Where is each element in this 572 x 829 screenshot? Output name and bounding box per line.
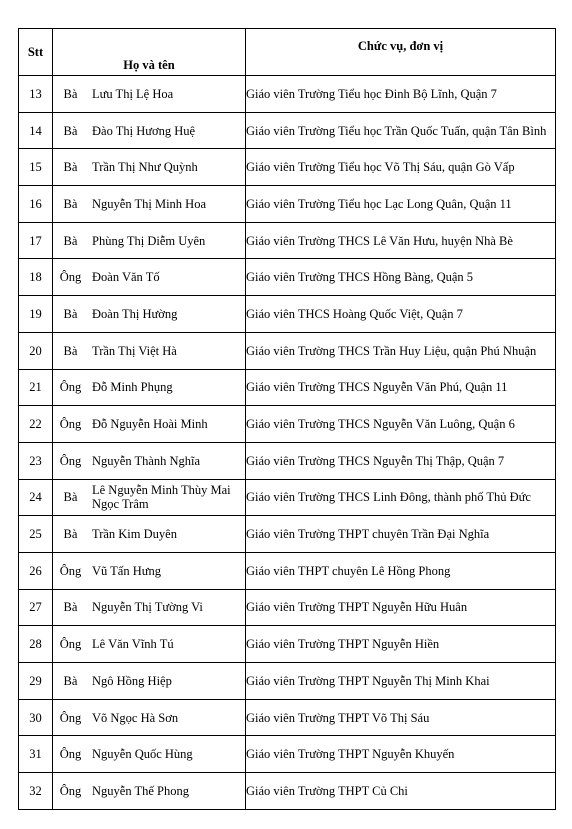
row-fullname: Lê Văn Vĩnh Tú [92, 637, 174, 652]
table-row [19, 332, 556, 369]
row-fullname: Đào Thị Hương Huệ [92, 123, 196, 138]
row-name-cell [53, 406, 246, 443]
table-row [19, 112, 556, 149]
table-row [19, 76, 556, 113]
row-role: Giáo viên Trường THPT Củ Chi [246, 773, 556, 810]
row-stt: 28 [19, 626, 53, 663]
row-name-cell [53, 186, 246, 223]
row-title: Bà [63, 490, 78, 505]
table-row [19, 296, 556, 333]
row-stt: 30 [19, 699, 53, 736]
row-title: Bà [63, 123, 78, 138]
name-wrap [53, 674, 245, 688]
name-wrap [53, 270, 245, 284]
row-name-cell [53, 773, 246, 810]
row-fullname: Nguyễn Thị Tường Vi [92, 600, 203, 615]
row-title: Bà [63, 527, 78, 542]
row-fullname: Trần Thị Như Quỳnh [92, 160, 198, 175]
row-title: Bà [63, 86, 78, 101]
row-name-cell [53, 699, 246, 736]
row-role: Giáo viên Trường THCS Linh Đông, thành phố Thủ Đức [246, 479, 556, 516]
name-wrap [53, 784, 245, 798]
name-wrap [53, 160, 245, 174]
name-wrap [53, 234, 245, 248]
name-wrap [53, 527, 245, 541]
row-role: Giáo viên Trường THCS Nguyễn Văn Luông, Quận 6 [246, 406, 556, 443]
row-name-cell [53, 516, 246, 553]
row-title: Bà [63, 600, 78, 615]
row-stt: 19 [19, 296, 53, 333]
table-row [19, 369, 556, 406]
row-fullname: Lê Nguyễn Minh Thùy Mai Ngọc Trâm [92, 483, 231, 512]
row-stt: 16 [19, 186, 53, 223]
table-row [19, 442, 556, 479]
name-wrap [53, 380, 245, 394]
roster-table [18, 28, 556, 810]
table-row [19, 663, 556, 700]
row-role: Giáo viên Trường THPT Nguyễn Thị Minh Khai [246, 663, 556, 700]
row-stt: 20 [19, 332, 53, 369]
row-name-cell [53, 222, 246, 259]
row-role: Giáo viên Trường THPT Nguyễn Hiền [246, 626, 556, 663]
row-role: Giáo viên Trường Tiểu học Võ Thị Sáu, quận Gò Vấp [246, 149, 556, 186]
row-title: Ông [59, 270, 82, 285]
row-stt: 15 [19, 149, 53, 186]
row-title: Bà [63, 673, 78, 688]
row-fullname: Vũ Tấn Hưng [92, 563, 162, 578]
name-wrap [53, 711, 245, 725]
row-stt: 31 [19, 736, 53, 773]
row-title: Bà [63, 160, 78, 175]
row-title: Bà [63, 233, 78, 248]
name-wrap [53, 564, 245, 578]
row-stt: 32 [19, 773, 53, 810]
row-fullname: Đoàn Văn Tố [92, 270, 160, 285]
row-role: Giáo viên Trường THCS Hồng Bàng, Quận 5 [246, 259, 556, 296]
row-name-cell [53, 76, 246, 113]
table-row [19, 222, 556, 259]
name-wrap [53, 87, 245, 101]
row-role: Giáo viên Trường THPT Nguyễn Hữu Huân [246, 589, 556, 626]
row-role: Giáo viên Trường THPT chuyên Trần Đại Nghĩa [246, 516, 556, 553]
row-stt: 23 [19, 442, 53, 479]
row-fullname: Trần Kim Duyên [92, 527, 177, 542]
row-stt: 25 [19, 516, 53, 553]
row-stt: 22 [19, 406, 53, 443]
row-fullname: Đỗ Minh Phụng [92, 380, 173, 395]
row-role: Giáo viên Trường THPT Nguyễn Khuyến [246, 736, 556, 773]
row-fullname: Trần Thị Việt Hà [92, 343, 177, 358]
header-row [19, 29, 556, 76]
table-row [19, 552, 556, 589]
table-header [19, 29, 556, 76]
row-role: Giáo viên THCS Hoàng Quốc Việt, Quận 7 [246, 296, 556, 333]
row-title: Ông [59, 710, 82, 725]
name-wrap [53, 637, 245, 651]
row-fullname: Nguyễn Thành Nghĩa [92, 453, 201, 468]
row-role: Giáo viên Trường Tiểu học Lạc Long Quân, Quận 11 [246, 186, 556, 223]
row-stt: 26 [19, 552, 53, 589]
row-name-cell [53, 589, 246, 626]
row-role: Giáo viên Trường THPT Võ Thị Sáu [246, 699, 556, 736]
table-row [19, 186, 556, 223]
name-wrap [53, 344, 245, 358]
row-role: Giáo viên Trường THCS Trần Huy Liệu, quận Phú Nhuận [246, 332, 556, 369]
table-row [19, 259, 556, 296]
row-stt: 17 [19, 222, 53, 259]
row-name-cell [53, 259, 246, 296]
name-wrap [53, 197, 245, 211]
row-name-cell [53, 369, 246, 406]
name-wrap [53, 307, 245, 321]
row-stt: 13 [19, 76, 53, 113]
row-title: Ông [59, 747, 82, 762]
row-name-cell [53, 552, 246, 589]
table-body [19, 76, 556, 810]
row-fullname: Nguyễn Thị Minh Hoa [92, 196, 206, 211]
row-stt: 18 [19, 259, 53, 296]
name-wrap [53, 483, 245, 511]
row-role: Giáo viên THPT chuyên Lê Hồng Phong [246, 552, 556, 589]
row-title: Ông [59, 563, 82, 578]
row-title: Bà [63, 306, 78, 321]
table-row [19, 626, 556, 663]
row-title: Ông [59, 637, 82, 652]
row-title: Ông [59, 417, 82, 432]
name-wrap [53, 124, 245, 138]
row-fullname: Phùng Thị Diễm Uyên [92, 233, 206, 248]
row-role: Giáo viên Trường THCS Nguyễn Văn Phú, Quận 11 [246, 369, 556, 406]
name-wrap [53, 454, 245, 468]
table-row [19, 479, 556, 516]
row-role: Giáo viên Trường Tiểu học Đinh Bộ Lĩnh, Quận 7 [246, 76, 556, 113]
row-name-cell [53, 112, 246, 149]
table-row [19, 516, 556, 553]
row-stt: 14 [19, 112, 53, 149]
row-name-cell [53, 332, 246, 369]
table-row [19, 773, 556, 810]
header-name: Họ và tên [53, 29, 246, 76]
row-title: Ông [59, 380, 82, 395]
row-title: Ông [59, 783, 82, 798]
row-name-cell [53, 479, 246, 516]
row-stt: 21 [19, 369, 53, 406]
row-title: Ông [59, 453, 82, 468]
row-fullname: Nguyễn Quốc Hùng [92, 747, 193, 762]
row-name-cell [53, 663, 246, 700]
row-fullname: Võ Ngọc Hà Sơn [92, 710, 179, 725]
row-stt: 27 [19, 589, 53, 626]
table-row [19, 736, 556, 773]
row-role: Giáo viên Trường THCS Lê Văn Hưu, huyện Nhà Bè [246, 222, 556, 259]
name-wrap [53, 600, 245, 614]
row-title: Bà [63, 196, 78, 211]
row-title: Bà [63, 343, 78, 358]
row-fullname: Ngô Hồng Hiệp [92, 673, 172, 688]
row-name-cell [53, 736, 246, 773]
row-fullname: Đỗ Nguyễn Hoài Minh [92, 417, 208, 432]
row-name-cell [53, 149, 246, 186]
row-fullname: Lưu Thị Lệ Hoa [92, 86, 174, 101]
row-name-cell [53, 296, 246, 333]
row-fullname: Nguyễn Thế Phong [92, 783, 189, 798]
header-stt: Stt [19, 29, 53, 76]
row-name-cell [53, 626, 246, 663]
name-wrap [53, 747, 245, 761]
name-wrap [53, 417, 245, 431]
header-role: Chức vụ, đơn vị [246, 29, 556, 76]
row-stt: 24 [19, 479, 53, 516]
table-row [19, 149, 556, 186]
row-name-cell [53, 442, 246, 479]
table-row [19, 589, 556, 626]
row-role: Giáo viên Trường THCS Nguyễn Thị Thập, Quận 7 [246, 442, 556, 479]
row-stt: 29 [19, 663, 53, 700]
row-role: Giáo viên Trường Tiểu học Trần Quốc Tuấn, quận Tân Bình [246, 112, 556, 149]
row-fullname: Đoàn Thị Hường [92, 306, 178, 321]
table-row [19, 699, 556, 736]
table-row [19, 406, 556, 443]
